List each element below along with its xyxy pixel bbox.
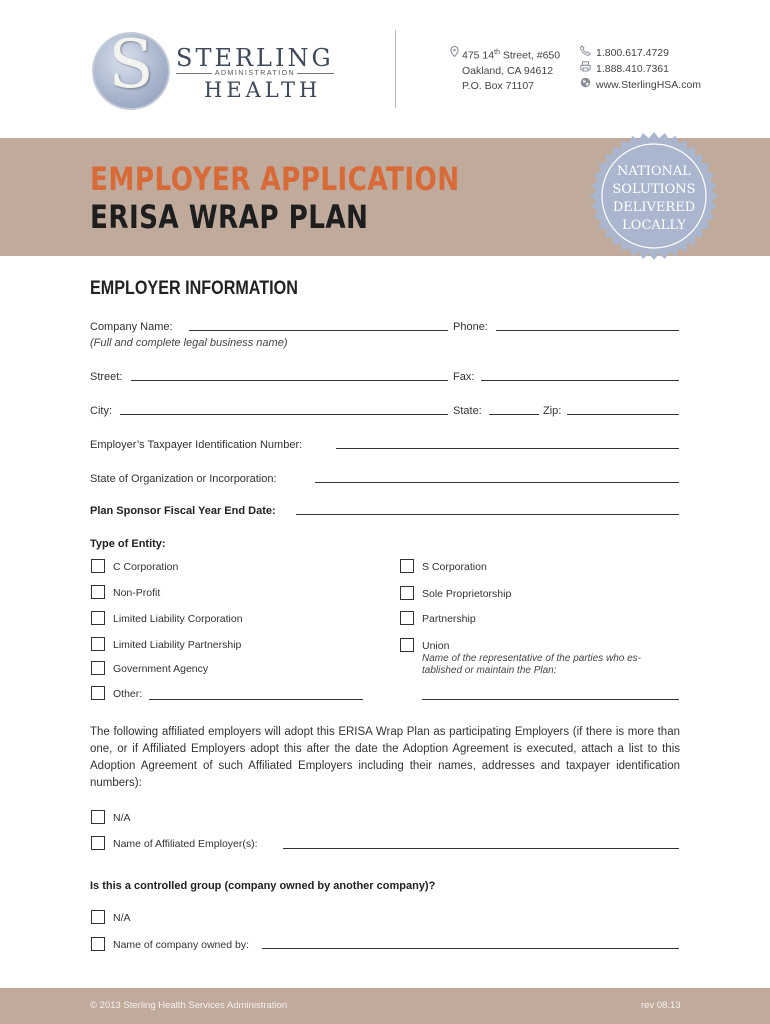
- checkbox-sole-proprietorship[interactable]: [400, 586, 414, 600]
- phone-number[interactable]: 1.800.617.4729: [596, 46, 669, 59]
- option-label: N/A: [113, 912, 131, 924]
- checkbox-affiliated-na[interactable]: [91, 810, 105, 824]
- checkbox-other[interactable]: [91, 686, 105, 700]
- option-label: Government Agency: [113, 663, 209, 675]
- option-label: Limited Liability Corporation: [113, 613, 243, 625]
- logo-monogram: S: [108, 26, 154, 103]
- checkbox-government-agency[interactable]: [91, 661, 105, 675]
- brand-name-sterling: STERLING: [176, 44, 334, 72]
- option-label: Partnership: [422, 613, 476, 625]
- phone-icon: [580, 45, 596, 61]
- fax-label: Fax:: [453, 371, 475, 383]
- state-organization-label: State of Organization or Incorporation:: [90, 473, 277, 485]
- website-link[interactable]: www.SterlingHSA.com: [596, 78, 702, 91]
- entity-type-title: Type of Entity:: [90, 538, 166, 550]
- checkbox-c-corporation[interactable]: [91, 559, 105, 573]
- checkbox-affiliated-name[interactable]: [91, 836, 105, 850]
- other-entity-field[interactable]: [149, 699, 363, 700]
- option-label: Non-Profit: [113, 587, 161, 599]
- street-label: Street:: [90, 371, 123, 383]
- document-subtitle: ERISA WRAP PLAN: [90, 198, 369, 236]
- address-line-1: 475 14th Street, #650: [462, 49, 561, 62]
- option-label: N/A: [113, 812, 131, 824]
- fax-number: 1.888.410.7361: [596, 62, 669, 75]
- option-label: Limited Liability Partnership: [113, 639, 242, 651]
- union-representative-field[interactable]: [422, 699, 679, 700]
- contact-block: [580, 45, 701, 93]
- revision-text: rev 08.13: [641, 1000, 681, 1011]
- checkbox-controlled-owner[interactable]: [91, 937, 105, 951]
- ein-label: Employer’s Taxpayer Identification Number:: [90, 439, 303, 451]
- copyright-text: © 2013 Sterling Health Services Administration: [90, 1000, 288, 1011]
- state-organization-field[interactable]: [315, 482, 679, 483]
- seal-line: DELIVERED: [612, 200, 696, 215]
- checkbox-llp[interactable]: [91, 637, 105, 651]
- company-name-field[interactable]: [189, 330, 448, 331]
- section-title: EMPLOYER INFORMATION: [90, 278, 298, 299]
- option-label: S Corporation: [422, 561, 487, 573]
- city-label: City:: [90, 405, 112, 417]
- street-field[interactable]: [131, 380, 448, 381]
- checkbox-partnership[interactable]: [400, 611, 414, 625]
- state-label: State:: [453, 405, 482, 417]
- option-label: Sole Proprietorship: [422, 588, 512, 600]
- address-line-3: P.O. Box 71107: [462, 79, 534, 92]
- brand-name-health: HEALTH: [204, 78, 322, 102]
- company-name-label: Company Name:: [90, 321, 173, 333]
- option-label: Union: [422, 640, 450, 652]
- seal-line: SOLUTIONS: [612, 182, 696, 197]
- header-divider: [395, 30, 396, 108]
- union-note-line-1: Name of the representative of the parties who es-: [422, 653, 642, 664]
- checkbox-non-profit[interactable]: [91, 585, 105, 599]
- phone-field[interactable]: [496, 330, 679, 331]
- state-field[interactable]: [489, 414, 539, 415]
- affiliated-employer-field[interactable]: [283, 848, 679, 849]
- checkbox-s-corporation[interactable]: [400, 559, 414, 573]
- globe-icon: [580, 77, 596, 93]
- company-name-note: (Full and complete legal business name): [90, 337, 288, 349]
- city-field[interactable]: [120, 414, 448, 415]
- option-label: Name of company owned by:: [113, 939, 249, 951]
- address-block: [450, 45, 560, 94]
- checkbox-controlled-na[interactable]: [91, 910, 105, 924]
- phone-label: Phone:: [453, 321, 488, 333]
- affiliated-employers-paragraph: The following affiliated employers will adopt this ERISA Wrap Plan as participating Employers (if there is more than one, or if Affiliated Employers adopt this after the date the Adoption Agreement is executed, attach a list to this Adoption Agreement of such Affiliated Employers including their names, addresses and taxpayer identification numbers):: [90, 726, 680, 789]
- checkbox-llc[interactable]: [91, 611, 105, 625]
- ein-field[interactable]: [336, 448, 679, 449]
- checkbox-union[interactable]: [400, 638, 414, 652]
- controlled-group-question: Is this a controlled group (company owned by another company)?: [90, 880, 436, 892]
- location-pin-icon: [450, 46, 462, 62]
- brand-name-administration: ADMINISTRATION: [214, 70, 296, 77]
- seal-line: NATIONAL: [617, 164, 691, 179]
- seal-line: LOCALLY: [622, 218, 686, 233]
- zip-field[interactable]: [567, 414, 679, 415]
- fax-icon: [580, 61, 596, 77]
- fiscal-year-field[interactable]: [296, 514, 679, 515]
- option-label: C Corporation: [113, 561, 179, 573]
- zip-label: Zip:: [543, 405, 562, 417]
- document-title: EMPLOYER APPLICATION: [90, 160, 460, 198]
- union-note-line-2: tablished or maintain the Plan:: [422, 665, 557, 676]
- fax-field[interactable]: [481, 380, 679, 381]
- option-label: Other:: [113, 688, 143, 700]
- owner-company-field[interactable]: [262, 948, 679, 949]
- fiscal-year-label: Plan Sponsor Fiscal Year End Date:: [90, 505, 276, 517]
- seal-text: [600, 163, 708, 235]
- option-label: Name of Affiliated Employer(s):: [113, 838, 258, 850]
- address-line-2: Oakland, CA 94612: [462, 64, 554, 77]
